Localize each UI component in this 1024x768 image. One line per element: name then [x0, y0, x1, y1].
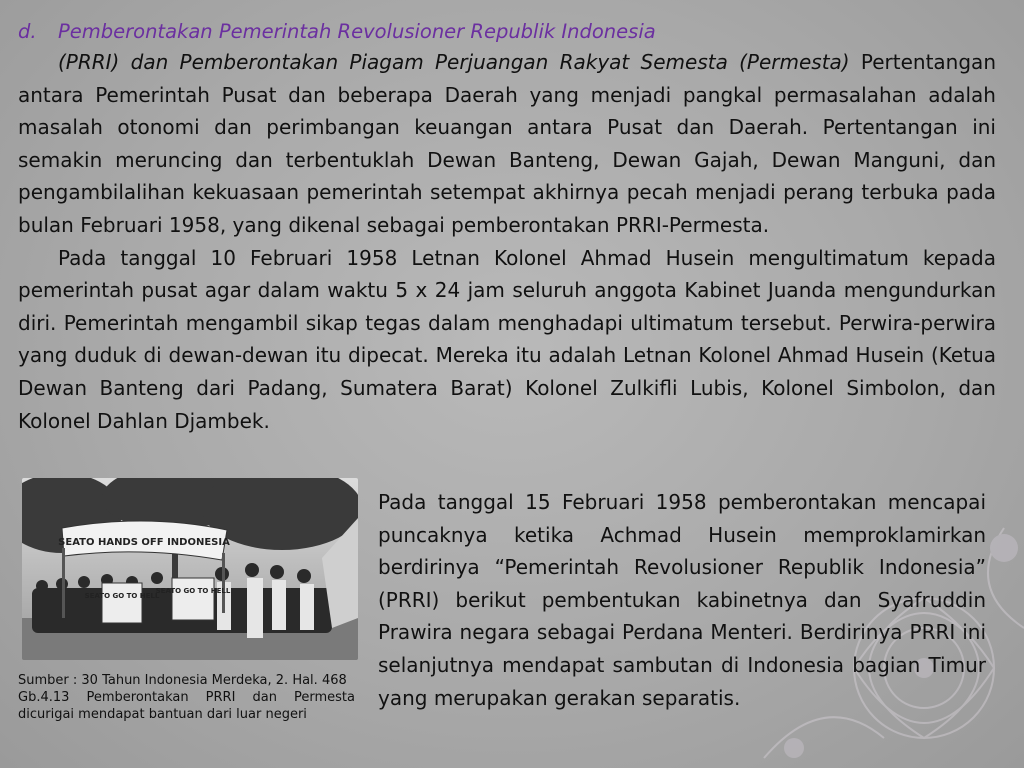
caption-source: Sumber : 30 Tahun Indonesia Merdeka, 2. Hal. 468 [18, 673, 347, 688]
sign-right-text: SEATO GO TO HELL [155, 587, 231, 595]
sign-left-text: SEATO GO TO HELL [84, 592, 160, 600]
section-heading [18, 18, 996, 46]
list-marker: d. [18, 20, 37, 43]
protest-photo [22, 478, 358, 660]
banner-text: SEATO HANDS OFF INDONESIA [58, 537, 230, 548]
paragraph-1-italic-lead: (PRRI) dan Pemberontakan Piagam Perjuangan Rakyat Semesta (Permesta) [58, 50, 850, 74]
heading-title: Pemberontakan Pemerintah Revolusioner Republik Indonesia [58, 20, 656, 43]
caption-figure: Gb.4.13 Pemberontakan PRRI dan Permesta dicurigai mendapat bantuan dari luar negeri [18, 690, 355, 722]
photo-caption [18, 672, 355, 723]
main-text-block [18, 18, 996, 437]
paragraph-1-text: Pertentangan antara Pemerintah Pusat dan beberapa Daerah yang menjadi pangkal permasalahan adalah masalah otonomi dan perimbangan keuangan antara Pusat dan Daerah. Pertentangan ini semakin meruncing dan terbentuklah Dewan Banteng, Dewan Gajah, Dewan Manguni, dan pengambilalihan kekuasaan pemerintah setempat akhirnya pecah menjadi perang terbuka pada bulan Februari 1958, yang dikenal sebagai pemberontakan PRRI-Permesta. [18, 50, 996, 237]
lower-section [18, 476, 996, 766]
paragraph-1 [18, 46, 996, 242]
paragraph-2: Pada tanggal 10 Februari 1958 Letnan Kolonel Ahmad Husein mengultimatum kepada pemerintah pusat agar dalam waktu 5 x 24 jam seluruh anggota Kabinet Juanda mengundurkan diri. Pemerintah mengambil sikap tegas dalam menghadapi ultimatum tersebut. Perwira-perwira yang duduk di dewan-dewan itu dipecat. Mereka itu adalah Letnan Kolonel Ahmad Husein (Ketua Dewan Banteng dari Padang, Sumatera Barat) Kolonel Zulkifli Lubis, Kolonel Simbolon, dan Kolonel Dahlan Djambek. [18, 245, 996, 433]
paragraph-3: Pada tanggal 15 Februari 1958 pemberontakan mencapai puncaknya ketika Achmad Husein memproklamirkan berdirinya “Pemerintah Revolusioner Republik Indonesia” (PRRI) berikut pembentukan kabinetnya dan Syafruddin Prawira negara sebagai Perdana Menteri. Berdirinya PRRI ini selanjutnya mendapat sambutan di Indonesia bagian Timur yang merupakan gerakan separatis. [378, 490, 986, 710]
